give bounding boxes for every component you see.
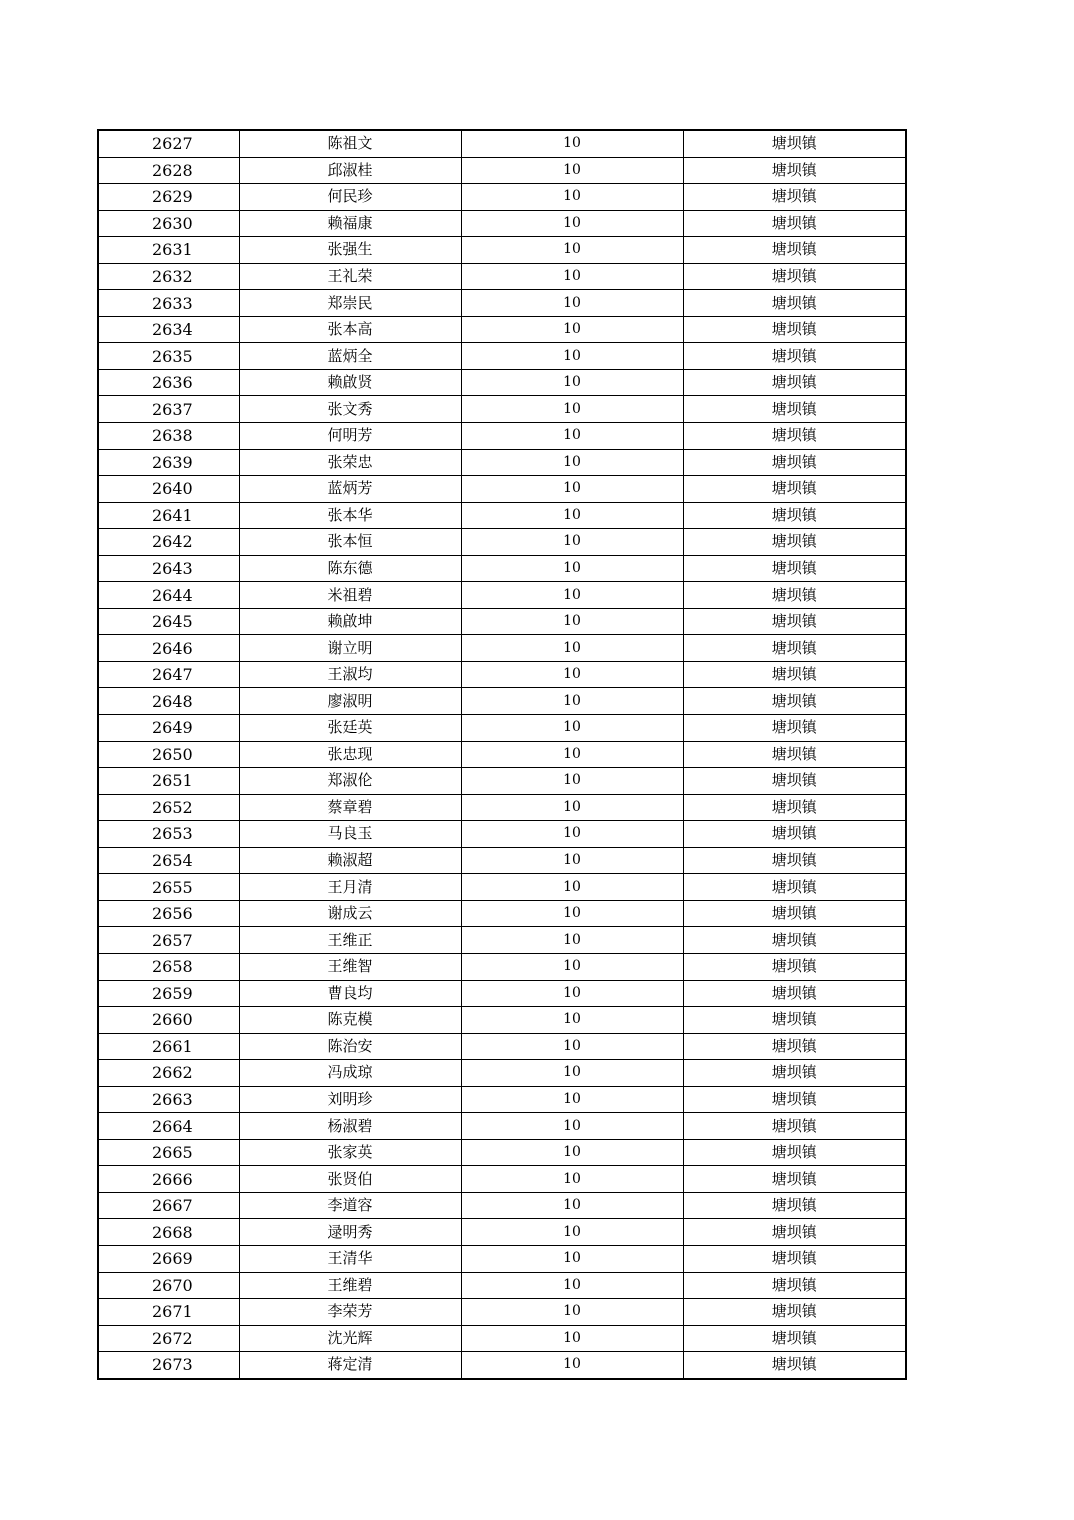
cell-name: 邱淑桂	[239, 157, 461, 184]
cell-town: 塘坝镇	[683, 1299, 906, 1326]
cell-name: 陈克模	[239, 1007, 461, 1034]
cell-number: 2633	[98, 290, 239, 317]
cell-town: 塘坝镇	[683, 1113, 906, 1140]
cell-number: 2652	[98, 794, 239, 821]
cell-amount: 10	[461, 423, 683, 450]
cell-name: 李道容	[239, 1192, 461, 1219]
cell-name: 陈东德	[239, 555, 461, 582]
cell-number: 2627	[98, 130, 239, 157]
cell-number: 2667	[98, 1192, 239, 1219]
cell-town: 塘坝镇	[683, 821, 906, 848]
cell-amount: 10	[461, 529, 683, 556]
cell-number: 2657	[98, 927, 239, 954]
cell-amount: 10	[461, 263, 683, 290]
table-row	[98, 396, 906, 423]
cell-number: 2635	[98, 343, 239, 370]
cell-town: 塘坝镇	[683, 476, 906, 503]
table-row	[98, 688, 906, 715]
cell-name: 马良玉	[239, 821, 461, 848]
cell-name: 张本恒	[239, 529, 461, 556]
cell-name: 蔡章碧	[239, 794, 461, 821]
table-row	[98, 635, 906, 662]
cell-name: 沈光辉	[239, 1325, 461, 1352]
cell-amount: 10	[461, 1352, 683, 1379]
cell-number: 2660	[98, 1007, 239, 1034]
cell-town: 塘坝镇	[683, 396, 906, 423]
table-row	[98, 768, 906, 795]
cell-town: 塘坝镇	[683, 608, 906, 635]
cell-town: 塘坝镇	[683, 768, 906, 795]
cell-town: 塘坝镇	[683, 1166, 906, 1193]
cell-amount: 10	[461, 1192, 683, 1219]
cell-number: 2631	[98, 237, 239, 264]
cell-amount: 10	[461, 900, 683, 927]
cell-name: 刘明珍	[239, 1086, 461, 1113]
cell-town: 塘坝镇	[683, 157, 906, 184]
cell-name: 逯明秀	[239, 1219, 461, 1246]
cell-amount: 10	[461, 290, 683, 317]
cell-number: 2644	[98, 582, 239, 609]
cell-town: 塘坝镇	[683, 369, 906, 396]
table-row	[98, 1219, 906, 1246]
cell-number: 2673	[98, 1352, 239, 1379]
cell-town: 塘坝镇	[683, 1033, 906, 1060]
cell-name: 郑崇民	[239, 290, 461, 317]
table-row	[98, 874, 906, 901]
cell-name: 王礼荣	[239, 263, 461, 290]
cell-amount: 10	[461, 794, 683, 821]
cell-number: 2670	[98, 1272, 239, 1299]
cell-name: 王淑均	[239, 661, 461, 688]
cell-amount: 10	[461, 953, 683, 980]
cell-town: 塘坝镇	[683, 582, 906, 609]
cell-amount: 10	[461, 130, 683, 157]
cell-number: 2655	[98, 874, 239, 901]
cell-amount: 10	[461, 184, 683, 211]
table-body	[98, 130, 906, 1379]
cell-name: 赖淑超	[239, 847, 461, 874]
table-row	[98, 290, 906, 317]
cell-number: 2658	[98, 953, 239, 980]
cell-number: 2669	[98, 1245, 239, 1272]
cell-name: 张本华	[239, 502, 461, 529]
cell-name: 张贤伯	[239, 1166, 461, 1193]
cell-amount: 10	[461, 343, 683, 370]
cell-town: 塘坝镇	[683, 688, 906, 715]
cell-name: 张廷英	[239, 715, 461, 742]
cell-number: 2656	[98, 900, 239, 927]
table-row	[98, 1245, 906, 1272]
cell-town: 塘坝镇	[683, 661, 906, 688]
cell-amount: 10	[461, 821, 683, 848]
cell-amount: 10	[461, 582, 683, 609]
table-row	[98, 1299, 906, 1326]
table-row	[98, 369, 906, 396]
cell-name: 赖啟坤	[239, 608, 461, 635]
cell-amount: 10	[461, 210, 683, 237]
cell-amount: 10	[461, 396, 683, 423]
cell-town: 塘坝镇	[683, 263, 906, 290]
cell-amount: 10	[461, 237, 683, 264]
data-table	[97, 129, 907, 1380]
table-row	[98, 900, 906, 927]
cell-amount: 10	[461, 1272, 683, 1299]
cell-name: 赖福康	[239, 210, 461, 237]
cell-town: 塘坝镇	[683, 635, 906, 662]
cell-town: 塘坝镇	[683, 953, 906, 980]
cell-town: 塘坝镇	[683, 316, 906, 343]
cell-town: 塘坝镇	[683, 555, 906, 582]
cell-town: 塘坝镇	[683, 1007, 906, 1034]
cell-name: 蒋定清	[239, 1352, 461, 1379]
table-row	[98, 502, 906, 529]
table-row	[98, 927, 906, 954]
cell-number: 2672	[98, 1325, 239, 1352]
cell-name: 张家英	[239, 1139, 461, 1166]
cell-amount: 10	[461, 555, 683, 582]
cell-number: 2630	[98, 210, 239, 237]
table-row	[98, 1139, 906, 1166]
cell-number: 2649	[98, 715, 239, 742]
cell-name: 何民珍	[239, 184, 461, 211]
cell-town: 塘坝镇	[683, 290, 906, 317]
cell-amount: 10	[461, 980, 683, 1007]
cell-number: 2646	[98, 635, 239, 662]
cell-amount: 10	[461, 476, 683, 503]
cell-name: 张荣忠	[239, 449, 461, 476]
table-row	[98, 1033, 906, 1060]
cell-number: 2653	[98, 821, 239, 848]
cell-town: 塘坝镇	[683, 847, 906, 874]
cell-name: 谢立明	[239, 635, 461, 662]
cell-amount: 10	[461, 1086, 683, 1113]
table-row	[98, 1113, 906, 1140]
cell-number: 2661	[98, 1033, 239, 1060]
cell-town: 塘坝镇	[683, 343, 906, 370]
cell-town: 塘坝镇	[683, 1139, 906, 1166]
cell-number: 2628	[98, 157, 239, 184]
cell-town: 塘坝镇	[683, 130, 906, 157]
cell-name: 谢成云	[239, 900, 461, 927]
cell-amount: 10	[461, 1245, 683, 1272]
cell-number: 2643	[98, 555, 239, 582]
cell-amount: 10	[461, 157, 683, 184]
cell-name: 张忠现	[239, 741, 461, 768]
cell-number: 2665	[98, 1139, 239, 1166]
table-row	[98, 794, 906, 821]
cell-name: 王维碧	[239, 1272, 461, 1299]
cell-amount: 10	[461, 449, 683, 476]
cell-name: 郑淑伦	[239, 768, 461, 795]
cell-town: 塘坝镇	[683, 1192, 906, 1219]
cell-town: 塘坝镇	[683, 529, 906, 556]
cell-number: 2662	[98, 1060, 239, 1087]
table-row	[98, 582, 906, 609]
cell-number: 2666	[98, 1166, 239, 1193]
cell-town: 塘坝镇	[683, 449, 906, 476]
cell-name: 王维正	[239, 927, 461, 954]
table-row	[98, 184, 906, 211]
cell-amount: 10	[461, 1299, 683, 1326]
cell-name: 张本高	[239, 316, 461, 343]
table-row	[98, 847, 906, 874]
table-row	[98, 157, 906, 184]
cell-name: 蓝炳全	[239, 343, 461, 370]
table-row	[98, 821, 906, 848]
cell-town: 塘坝镇	[683, 184, 906, 211]
cell-town: 塘坝镇	[683, 794, 906, 821]
cell-number: 2654	[98, 847, 239, 874]
cell-town: 塘坝镇	[683, 1325, 906, 1352]
cell-name: 米祖碧	[239, 582, 461, 609]
cell-amount: 10	[461, 874, 683, 901]
cell-amount: 10	[461, 1325, 683, 1352]
cell-town: 塘坝镇	[683, 874, 906, 901]
cell-amount: 10	[461, 316, 683, 343]
cell-number: 2634	[98, 316, 239, 343]
cell-number: 2648	[98, 688, 239, 715]
cell-amount: 10	[461, 1060, 683, 1087]
cell-name: 王清华	[239, 1245, 461, 1272]
cell-number: 2642	[98, 529, 239, 556]
cell-name: 王月清	[239, 874, 461, 901]
cell-town: 塘坝镇	[683, 237, 906, 264]
cell-number: 2671	[98, 1299, 239, 1326]
cell-town: 塘坝镇	[683, 210, 906, 237]
cell-amount: 10	[461, 1007, 683, 1034]
table-row	[98, 555, 906, 582]
cell-amount: 10	[461, 1219, 683, 1246]
cell-name: 何明芳	[239, 423, 461, 450]
cell-number: 2668	[98, 1219, 239, 1246]
cell-amount: 10	[461, 369, 683, 396]
table-row	[98, 661, 906, 688]
cell-number: 2650	[98, 741, 239, 768]
cell-amount: 10	[461, 502, 683, 529]
table-row	[98, 476, 906, 503]
cell-town: 塘坝镇	[683, 1086, 906, 1113]
cell-number: 2636	[98, 369, 239, 396]
cell-town: 塘坝镇	[683, 1272, 906, 1299]
cell-name: 杨淑碧	[239, 1113, 461, 1140]
cell-number: 2663	[98, 1086, 239, 1113]
cell-number: 2640	[98, 476, 239, 503]
cell-amount: 10	[461, 741, 683, 768]
table-row	[98, 263, 906, 290]
table-row	[98, 449, 906, 476]
cell-town: 塘坝镇	[683, 1352, 906, 1379]
table-row	[98, 529, 906, 556]
cell-number: 2641	[98, 502, 239, 529]
cell-name: 曹良均	[239, 980, 461, 1007]
cell-number: 2637	[98, 396, 239, 423]
cell-amount: 10	[461, 768, 683, 795]
table-row	[98, 1086, 906, 1113]
table-row	[98, 715, 906, 742]
cell-amount: 10	[461, 661, 683, 688]
cell-name: 王维智	[239, 953, 461, 980]
table-row	[98, 1166, 906, 1193]
table-row	[98, 210, 906, 237]
cell-name: 张文秀	[239, 396, 461, 423]
cell-name: 赖啟贤	[239, 369, 461, 396]
cell-town: 塘坝镇	[683, 1219, 906, 1246]
cell-town: 塘坝镇	[683, 1060, 906, 1087]
table-row	[98, 1192, 906, 1219]
cell-town: 塘坝镇	[683, 1245, 906, 1272]
cell-town: 塘坝镇	[683, 927, 906, 954]
table-row	[98, 1007, 906, 1034]
cell-number: 2645	[98, 608, 239, 635]
cell-name: 廖淑明	[239, 688, 461, 715]
cell-amount: 10	[461, 1139, 683, 1166]
cell-number: 2632	[98, 263, 239, 290]
table-row	[98, 980, 906, 1007]
cell-town: 塘坝镇	[683, 502, 906, 529]
cell-town: 塘坝镇	[683, 423, 906, 450]
cell-number: 2659	[98, 980, 239, 1007]
cell-number: 2647	[98, 661, 239, 688]
cell-name: 张强生	[239, 237, 461, 264]
cell-amount: 10	[461, 715, 683, 742]
cell-number: 2629	[98, 184, 239, 211]
table-row	[98, 1272, 906, 1299]
cell-amount: 10	[461, 635, 683, 662]
table-row	[98, 1325, 906, 1352]
table-row	[98, 423, 906, 450]
table-row	[98, 130, 906, 157]
cell-name: 冯成琼	[239, 1060, 461, 1087]
cell-amount: 10	[461, 1033, 683, 1060]
cell-town: 塘坝镇	[683, 741, 906, 768]
table-row	[98, 1060, 906, 1087]
cell-number: 2651	[98, 768, 239, 795]
cell-town: 塘坝镇	[683, 900, 906, 927]
cell-name: 陈祖文	[239, 130, 461, 157]
cell-amount: 10	[461, 608, 683, 635]
cell-name: 李荣芳	[239, 1299, 461, 1326]
cell-amount: 10	[461, 1166, 683, 1193]
cell-amount: 10	[461, 847, 683, 874]
table-row	[98, 741, 906, 768]
cell-number: 2638	[98, 423, 239, 450]
table-row	[98, 343, 906, 370]
cell-amount: 10	[461, 927, 683, 954]
cell-number: 2664	[98, 1113, 239, 1140]
table-row	[98, 237, 906, 264]
cell-town: 塘坝镇	[683, 980, 906, 1007]
cell-name: 蓝炳芳	[239, 476, 461, 503]
cell-amount: 10	[461, 688, 683, 715]
cell-amount: 10	[461, 1113, 683, 1140]
cell-name: 陈治安	[239, 1033, 461, 1060]
table-row	[98, 316, 906, 343]
table-row	[98, 1352, 906, 1379]
cell-town: 塘坝镇	[683, 715, 906, 742]
cell-number: 2639	[98, 449, 239, 476]
table-row	[98, 608, 906, 635]
table-row	[98, 953, 906, 980]
